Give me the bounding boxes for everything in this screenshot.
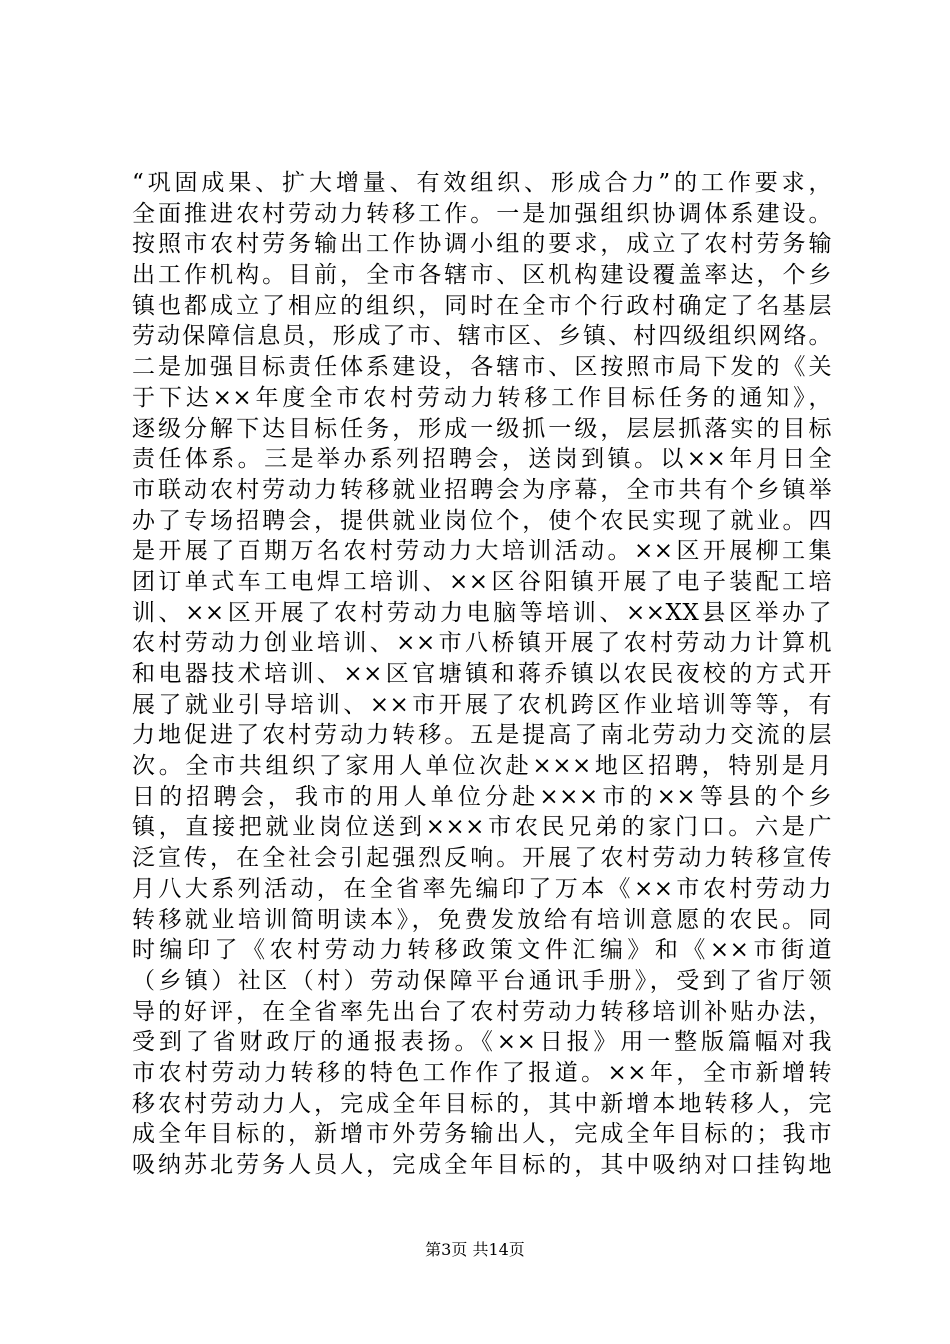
text-line: （乡镇）社区（村）劳动保障平台通讯手册》，受到了省厅领 xyxy=(132,967,832,994)
text-line: 泛宣传，在全社会引起强烈反响。开展了农村劳动力转移宣传 xyxy=(132,845,832,872)
text-line: 农村劳动力创业培训、××市八桥镇开展了农村劳动力计算机 xyxy=(132,630,832,657)
text-line: 是开展了百期万名农村劳动力大培训活动。××区开展柳工集 xyxy=(132,538,832,565)
text-line: 劳动保障信息员，形成了市、辖市区、乡镇、村四级组织网络。 xyxy=(132,323,832,350)
text-line: 受到了省财政厅的通报表扬。《××日报》用一整版篇幅对我 xyxy=(132,1029,832,1056)
text-line: 市农村劳动力转移的特色工作作了报道。××年，全市新增转 xyxy=(132,1059,832,1086)
text-line: 办了专场招聘会，提供就业岗位个，使个农民实现了就业。四 xyxy=(132,507,832,534)
text-line: 二是加强目标责任体系建设，各辖市、区按照市局下发的《关 xyxy=(132,354,832,381)
text-line: 责任体系。三是举办系列招聘会，送岗到镇。以××年月日全 xyxy=(132,446,832,473)
text-line: 镇，直接把就业岗位送到×××市农民兄弟的家门口。六是广 xyxy=(132,814,832,841)
text-line: 按照市农村劳务输出工作协调小组的要求，成立了农村劳务输 xyxy=(132,231,832,258)
text-line: 训、××区开展了农村劳动力电脑等培训、××XX县区举办了 xyxy=(132,599,832,626)
text-line: 时编印了《农村劳动力转移政策文件汇编》和《××市街道 xyxy=(132,937,832,964)
text-line: 导的好评，在全省率先出台了农村劳动力转移培训补贴办法， xyxy=(132,998,832,1025)
body-text xyxy=(132,168,832,1181)
text-line: 出工作机构。目前，全市各辖市、区机构建设覆盖率达，个乡 xyxy=(132,262,832,289)
text-line: 吸纳苏北劳务人员人，完成全年目标的，其中吸纳对口挂钩地 xyxy=(132,1152,832,1178)
text-line: 和电器技术培训、××区官塘镇和蒋乔镇以农民夜校的方式开 xyxy=(132,661,832,687)
text-line: 展了就业引导培训、××市开展了农机跨区作业培训等等，有 xyxy=(132,691,832,718)
text-line: 转移就业培训简明读本》，免费发放给有培训意愿的农民。同 xyxy=(132,906,832,933)
text-line: 成全年目标的，新增市外劳务输出人，完成全年目标的；我市 xyxy=(132,1121,832,1148)
text-line: 月八大系列活动，在全省率先编印了万本《××市农村劳动力 xyxy=(132,875,832,902)
text-line: “巩固成果、扩大增量、有效组织、形成合力”的工作要求， xyxy=(132,170,832,196)
text-line: 逐级分解下达目标任务，形成一级抓一级，层层抓落实的目标 xyxy=(132,415,832,442)
text-line: 市联动农村劳动力转移就业招聘会为序幕，全市共有个乡镇举 xyxy=(132,476,832,503)
text-line: 次。全市共组织了家用人单位次赴×××地区招聘，特别是月 xyxy=(132,753,832,780)
text-line: 于下达××年度全市农村劳动力转移工作目标任务的通知》， xyxy=(132,384,832,411)
text-line: 镇也都成立了相应的组织，同时在全市个行政村确定了名基层 xyxy=(132,292,832,319)
page-footer: 第3页 共14页 xyxy=(425,1240,525,1259)
text-line: 团订单式车工电焊工培训、××区谷阳镇开展了电子装配工培 xyxy=(132,568,832,595)
text-line: 力地促进了农村劳动力转移。五是提高了南北劳动力交流的层 xyxy=(132,722,832,749)
text-line: 日的招聘会，我市的用人单位分赴×××市的××等县的个乡 xyxy=(132,783,832,810)
text-line: 移农村劳动力人，完成全年目标的，其中新增本地转移人，完 xyxy=(132,1090,832,1117)
text-line: 全面推进农村劳动力转移工作。一是加强组织协调体系建设。 xyxy=(132,200,832,227)
